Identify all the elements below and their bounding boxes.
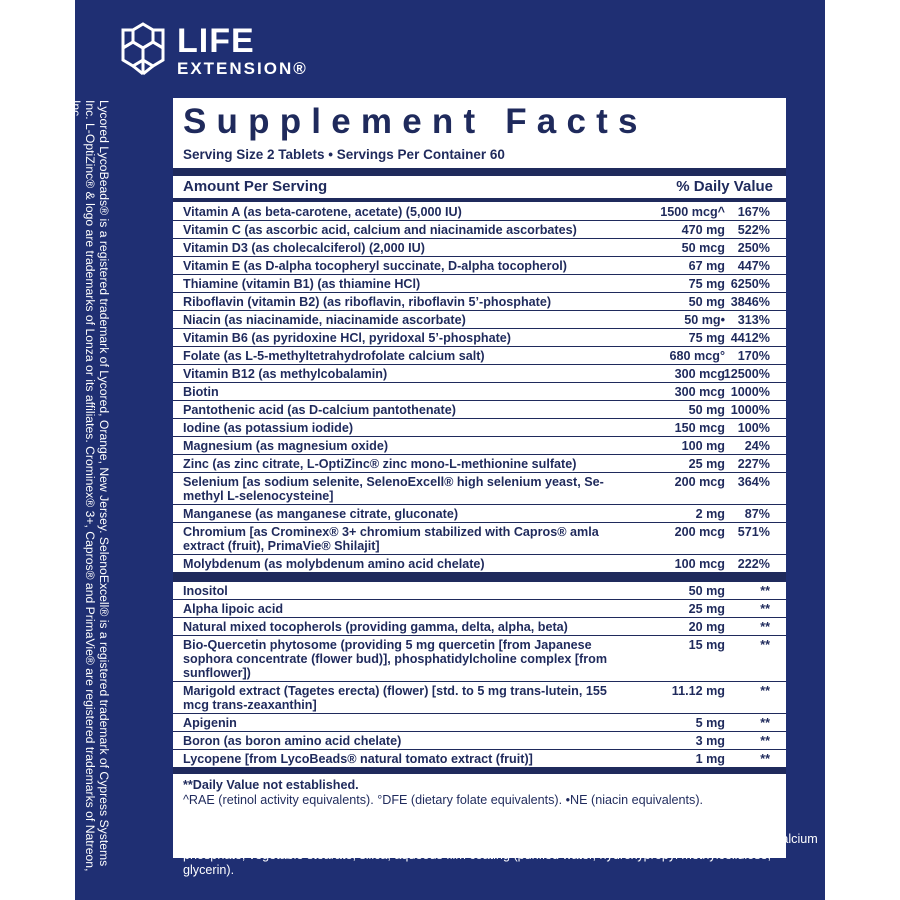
nutrient-daily-value: 364% (737, 475, 770, 489)
nutrient-name: Vitamin A (as beta-carotene, acetate) (5,000 IU) (183, 205, 462, 219)
nutrient-amount: 25 mg (688, 457, 725, 471)
nutrient-daily-value: 313% (737, 313, 770, 327)
header-daily-value: % Daily Value (676, 178, 773, 195)
nutrient-name: Biotin (183, 385, 219, 399)
nutrient-row (173, 555, 786, 573)
header-rule (173, 198, 786, 202)
header-amount: Amount Per Serving (183, 178, 328, 195)
nutrient-daily-value: 1000% (730, 385, 770, 399)
nutrient-amount: 50 mg• (684, 313, 725, 327)
nutrient-row (173, 732, 786, 750)
nutrient-row (173, 455, 786, 473)
nutrient-row (173, 473, 786, 505)
nutrient-daily-value: 170% (737, 349, 770, 363)
nutrient-amount: 150 mcg (674, 421, 725, 435)
footnotes (183, 778, 783, 808)
trademark-note-text: Lycored LycoBeads® is a registered trademark of Lycored, Orange, New Jersey. SelenoExcell® is a registered trademark of Cypress Systems Inc. L-OptiZinc® & logo are trademarks of Lonza or its affiliates. Crominex® 3+, Capros® and PrimaVie® are registered trademarks of Natreon, Inc. (69, 100, 111, 872)
nutrient-daily-value: ** (760, 734, 770, 748)
section-divider (173, 573, 786, 582)
nutrient-row (173, 523, 786, 555)
nutrient-amount: 25 mg (688, 602, 725, 616)
nutrient-name: Iodine (as potassium iodide) (183, 421, 354, 435)
nutrient-name: Vitamin D3 (as cholecalciferol) (2,000 IU) (183, 241, 425, 255)
brand-name: LIFE (177, 22, 255, 60)
nutrient-daily-value: ** (760, 584, 770, 598)
nutrient-daily-value: ** (760, 684, 770, 698)
nutrient-name: Marigold extract (Tagetes erecta) (flower) [std. to 5 mg trans-lutein, 155 mcg trans-zeaxanthin] (183, 684, 607, 712)
supplement-facts-box (173, 98, 786, 858)
nutrient-amount: 2 mg (695, 507, 725, 521)
nutrient-name: Thiamine (vitamin B1) (as thiamine HCl) (183, 277, 421, 291)
nutrient-daily-value: ** (760, 638, 770, 652)
nutrient-name: Vitamin E (as D-alpha tocopheryl succinate, D-alpha tocopherol) (183, 259, 567, 273)
other-ingredients (183, 832, 823, 879)
nutrient-name: Chromium [as Crominex® 3+ chromium stabilized with Capros® amla extract (fruit), PrimaVie® Shilajit] (183, 525, 599, 553)
nutrient-name: Pantothenic acid (as D-calcium pantothenate) (183, 403, 456, 417)
nutrient-row (173, 401, 786, 419)
nutrient-row (173, 257, 786, 275)
trademark-note (69, 100, 137, 880)
nutrient-name: Vitamin B12 (as methylcobalamin) (183, 367, 388, 381)
table-header (183, 178, 773, 196)
nutrient-name: Inositol (183, 584, 228, 598)
nutrient-row (173, 329, 786, 347)
facts-title: Supplement Facts (183, 102, 648, 141)
nutrient-row (173, 347, 786, 365)
nutrient-row (173, 203, 786, 221)
nutrient-row (173, 365, 786, 383)
nutrient-name: Apigenin (183, 716, 237, 730)
nutrient-amount: 50 mg (688, 584, 725, 598)
nutrient-name: Folate (as L-5-methyltetrahydrofolate calcium salt) (183, 349, 485, 363)
nutrient-amount: 1500 mcg^ (660, 205, 725, 219)
nutrient-row (173, 505, 786, 523)
nutrient-row (173, 239, 786, 257)
footnote-dv: **Daily Value not established. (183, 778, 359, 792)
nutrient-daily-value: ** (760, 752, 770, 766)
hexagon-lattice-icon (115, 20, 171, 76)
nutrient-amount: 1 mg (695, 752, 725, 766)
footnote-equivalents: ^RAE (retinol activity equivalents). °DFE (dietary folate equivalents). •NE (niacin equivalents). (183, 793, 704, 807)
nutrient-name: Niacin (as niacinamide, niacinamide ascorbate) (183, 313, 466, 327)
nutrient-row (173, 419, 786, 437)
brand-logo (115, 20, 365, 80)
nutrient-name: Lycopene [from LycoBeads® natural tomato extract (fruit)] (183, 752, 533, 766)
nutrient-name: Boron (as boron amino acid chelate) (183, 734, 402, 748)
nutrient-name: Selenium [as sodium selenite, SelenoExcell® high selenium yeast, Se-methyl L-selenocysteine] (183, 475, 604, 503)
nutrient-amount: 3 mg (695, 734, 725, 748)
nutrient-row (173, 311, 786, 329)
nutrient-daily-value: 222% (737, 557, 770, 571)
other-ingredients-text: microcrystalline cellulose, stearic acid, croscarmellose sodium, starch, maltodextrin, dicalcium phosphate, vegetable stearate, silica, aqueous film coating (purified water, hydroxypropyl methylcellulose, glycerin). (183, 832, 818, 877)
other-ingredients-label: Other ingredients: (183, 832, 293, 846)
bottom-divider (173, 768, 786, 774)
nutrient-row (173, 600, 786, 618)
nutrient-amount: 470 mg (681, 223, 725, 237)
nutrient-amount: 200 mcg (674, 525, 725, 539)
nutrient-name: Bio-Quercetin phytosome (providing 5 mg quercetin [from Japanese sophora concentrate (flower bud)], phosphatidylcholine complex [from sunflower]) (183, 638, 608, 680)
nutrient-daily-value: 6250% (730, 277, 770, 291)
nutrient-amount: 50 mg (688, 295, 725, 309)
nutrient-row (173, 293, 786, 311)
nutrient-amount: 100 mg (681, 439, 725, 453)
nutrient-daily-value: 4412% (730, 331, 770, 345)
nutrient-amount: 50 mcg (681, 241, 725, 255)
nutrient-amount: 680 mcg° (669, 349, 725, 363)
nutrient-daily-value: ** (760, 716, 770, 730)
nutrient-name: Vitamin B6 (as pyridoxine HCl, pyridoxal 5’-phosphate) (183, 331, 511, 345)
nutrient-name: Riboflavin (vitamin B2) (as riboflavin, riboflavin 5’-phosphate) (183, 295, 552, 309)
nutrient-amount: 67 mg (688, 259, 725, 273)
nutrient-amount: 200 mcg (674, 475, 725, 489)
nutrient-amount: 75 mg (688, 277, 725, 291)
nutrient-row (173, 618, 786, 636)
nutrient-amount: 15 mg (688, 638, 725, 652)
nutrient-row (173, 221, 786, 239)
nutrient-amount: 100 mcg (674, 557, 725, 571)
nutrient-daily-value: 1000% (730, 403, 770, 417)
nutrient-row (173, 714, 786, 732)
nutrient-row (173, 437, 786, 455)
nutrient-row (173, 582, 786, 600)
nutrient-daily-value: 447% (737, 259, 770, 273)
nutrient-name: Manganese (as manganese citrate, gluconate) (183, 507, 459, 521)
nutrient-amount: 5 mg (695, 716, 725, 730)
nutrient-name: Magnesium (as magnesium oxide) (183, 439, 389, 453)
nutrient-name: Vitamin C (as ascorbic acid, calcium and niacinamide ascorbates) (183, 223, 577, 237)
nutrient-amount: 50 mg (688, 403, 725, 417)
thick-rule (173, 168, 786, 176)
nutrient-daily-value: 227% (737, 457, 770, 471)
nutrient-rows (173, 203, 786, 774)
nutrient-daily-value: 12500% (723, 367, 770, 381)
nutrient-row (173, 383, 786, 401)
nutrient-amount: 11.12 mg (671, 684, 725, 698)
nutrient-row (173, 275, 786, 293)
nutrient-daily-value: 250% (737, 241, 770, 255)
nutrient-daily-value: 571% (737, 525, 770, 539)
nutrient-daily-value: 24% (744, 439, 770, 453)
brand-subname: EXTENSION® (177, 59, 308, 78)
serving-info: Serving Size 2 Tablets • Servings Per Container 60 (183, 147, 505, 162)
nutrient-daily-value: 87% (744, 507, 770, 521)
nutrient-row (173, 682, 786, 714)
nutrient-daily-value: ** (760, 620, 770, 634)
nutrient-name: Zinc (as zinc citrate, L-OptiZinc® zinc mono-L-methionine sulfate) (183, 457, 577, 471)
nutrient-name: Natural mixed tocopherols (providing gamma, delta, alpha, beta) (183, 620, 568, 634)
nutrient-name: Alpha lipoic acid (183, 602, 284, 616)
nutrient-daily-value: 522% (737, 223, 770, 237)
nutrient-daily-value: 100% (737, 421, 770, 435)
nutrient-daily-value: 3846% (730, 295, 770, 309)
nutrient-row (173, 750, 786, 768)
nutrient-row (173, 636, 786, 682)
nutrient-daily-value: 167% (737, 205, 770, 219)
nutrient-name: Molybdenum (as molybdenum amino acid chelate) (183, 557, 485, 571)
nutrient-amount: 300 mcg (674, 367, 725, 381)
nutrient-amount: 20 mg (688, 620, 725, 634)
nutrient-amount: 75 mg (688, 331, 725, 345)
nutrient-amount: 300 mcg (674, 385, 725, 399)
nutrient-daily-value: ** (760, 602, 770, 616)
